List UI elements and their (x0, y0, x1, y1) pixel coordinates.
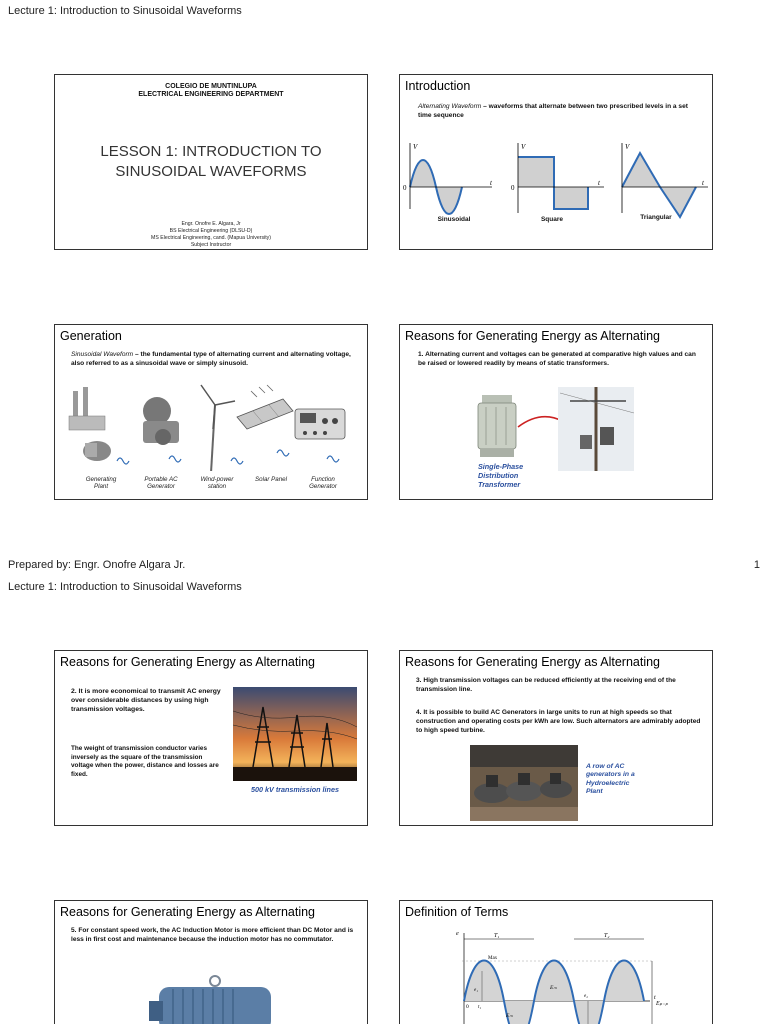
label-max: Max (488, 956, 498, 961)
caption-line: Function (311, 476, 335, 483)
hydroelectric-generators-photo (470, 745, 578, 821)
caption-line: station (207, 483, 227, 491)
caption-wind-power (191, 476, 243, 491)
reason-note: The weight of transmission conductor varies inversely as the square of the transmission voltage when the power, distance and losses are fixed. (71, 745, 219, 778)
caption-line: Distribution (478, 471, 519, 480)
slide-heading: Definition of Terms (405, 905, 509, 919)
label-sinusoidal: Sinusoidal (437, 216, 471, 223)
label-em: Eₘ (550, 985, 557, 991)
generators-caption (586, 763, 635, 797)
slide-heading: Introduction (405, 79, 471, 93)
slide-reasons-5 (54, 900, 368, 1024)
author-line: MS Electrical Engineering, cand. (Mapua University) (151, 235, 271, 242)
label-t: t (654, 995, 656, 1001)
reason-point-1: 1. Alternating current and voltages can be generated at comparative high values and can be raised or lowered readily by means of static transformers. (418, 351, 696, 367)
caption-line: generators in a (586, 771, 635, 779)
author-block (55, 221, 367, 249)
label-t2: T₂ (604, 933, 610, 939)
caption-line: Solar Panel (255, 476, 287, 483)
caption-generating-plant (75, 476, 127, 491)
label-e2: e₂ (584, 994, 588, 999)
square-waveform (511, 143, 604, 213)
wind-turbine-icon (201, 385, 235, 471)
caption-solar-panel (245, 476, 297, 483)
page-header: Lecture 1: Introduction to Sinusoidal Waveforms (8, 5, 242, 17)
transformer-caption (478, 462, 523, 489)
reason-point-5: 5. For constant speed work, the AC Induction Motor is more efficient than DC Motor and is less in first cost and maintenance because the induction motor has no commutator. (71, 927, 354, 943)
axis-t-label: t (598, 179, 600, 187)
definition-text (71, 351, 361, 369)
lesson-title-line2: SINUSOIDAL WAVEFORMS (115, 163, 307, 180)
axis-v-label: V (413, 143, 418, 151)
sine-symbol-icon (277, 450, 289, 456)
slide-reasons-1 (399, 324, 713, 500)
generation-sources-illustration (55, 381, 367, 471)
portable-generator-icon (143, 397, 179, 445)
caption-line: Generating (85, 476, 117, 483)
axis-v-label: V (521, 143, 526, 151)
reason-point-3: 3. High transmission voltages can be reduced efficiently at the receiving end of the transmission line. (416, 677, 676, 693)
label-square: Square (540, 216, 564, 223)
definition-text (418, 103, 703, 121)
slide-heading: Reasons for Generating Energy as Alternating (405, 655, 661, 669)
slide-title-page (54, 74, 368, 250)
caption-line: A row of AC (586, 763, 625, 770)
caption-function-generator (297, 476, 349, 491)
generating-plant-icon (69, 387, 111, 461)
definition-body: – waveforms that alternate between two prescribed levels in a set time sequence (418, 103, 688, 119)
slide-heading: Generation (60, 329, 122, 343)
slide-introduction (399, 74, 713, 250)
label-em-2: Eₘ (506, 1013, 513, 1019)
author-line: BS Electrical Engineering (DLSU-D) (169, 228, 253, 235)
caption-line: Portable AC (144, 476, 178, 483)
solar-panel-icon (237, 385, 293, 429)
axis-zero-label: 0 (403, 184, 407, 192)
label-e1: e₁ (474, 988, 478, 993)
definition-body: – the fundamental type of alternating current and alternating voltage, also referred to as a sinusoidal wave or simply sinusoid. (71, 351, 351, 367)
induction-motor-photo (149, 971, 279, 1024)
slide-reasons-3-4 (399, 650, 713, 826)
label-zero: 0 (466, 1004, 469, 1010)
label-t1: T₁ (494, 933, 500, 939)
author-line: Subject Instructor (190, 242, 232, 249)
axis-t-label: t (490, 179, 492, 187)
caption-line: Plant (586, 788, 603, 796)
sine-symbol-icon (231, 458, 243, 464)
sine-symbol-icon (327, 456, 339, 462)
caption-line: Plant (93, 483, 109, 491)
lesson-title-line1: LESSON 1: INTRODUCTION TO (100, 143, 322, 160)
caption-line: Generator (309, 483, 337, 491)
caption-line: Wind-power (200, 476, 234, 483)
page-header: Lecture 1: Introduction to Sinusoidal Waveforms (8, 581, 242, 593)
slide-reasons-2 (54, 650, 368, 826)
slide-heading: Reasons for Generating Energy as Alternating (405, 329, 661, 343)
label-triangular: Triangular (640, 214, 672, 221)
label-e: e (456, 931, 459, 937)
caption-line: Transformer (478, 480, 521, 489)
sinusoidal-waveform (403, 143, 493, 214)
definition-term: Sinusoidal Waveform (71, 351, 134, 358)
utility-pole-photo (558, 387, 634, 471)
department-name: ELECTRICAL ENGINEERING DEPARTMENT (138, 91, 284, 98)
school-name: COLEGIO DE MUNTINLUPA (165, 83, 257, 90)
page-footer-left: Prepared by: Engr. Onofre Algara Jr. (8, 559, 186, 571)
definition-term: Alternating Waveform (418, 103, 482, 110)
author-line: Engr. Onofre E. Algara, Jr (181, 221, 241, 227)
slide-heading: Reasons for Generating Energy as Alternating (60, 905, 316, 919)
transmission-caption: 500 kV transmission lines (251, 785, 339, 794)
axis-t-label: t (702, 179, 704, 187)
transformer-icon (478, 395, 516, 457)
reason-point-4: 4. It is possible to build AC Generators in large units to run at high speeds so that construction and operating costs per kWh are low. Such alternators are admirably adopted to high speed turbine. (416, 709, 701, 734)
reason-point-2: 2. It is more economical to transmit AC energy over considerable distances by using high transmission voltages. (71, 688, 221, 714)
triangular-waveform (622, 143, 708, 217)
transmission-lines-photo (233, 687, 357, 781)
sine-symbol-icon (117, 458, 129, 464)
slide-generation (54, 324, 368, 500)
label-epp: Eₚ₋ₚ (656, 1001, 668, 1007)
page-number: 1 (753, 559, 760, 571)
caption-portable-generator (133, 476, 189, 491)
caption-line: Hydroelectric (586, 779, 630, 787)
transformer-illustration (400, 383, 712, 493)
slide-heading: Reasons for Generating Energy as Alternating (60, 655, 316, 669)
caption-line: Generator (147, 483, 175, 491)
label-t-sub1: t₁ (478, 1005, 482, 1010)
sinusoid-definition-diagram (454, 927, 704, 1024)
sine-symbol-icon (169, 456, 181, 462)
slide-definition-of-terms (399, 900, 713, 1024)
caption-line: Single-Phase (478, 462, 524, 471)
axis-v-label: V (625, 143, 630, 151)
axis-zero-label: 0 (511, 184, 515, 192)
function-generator-icon (295, 409, 345, 439)
